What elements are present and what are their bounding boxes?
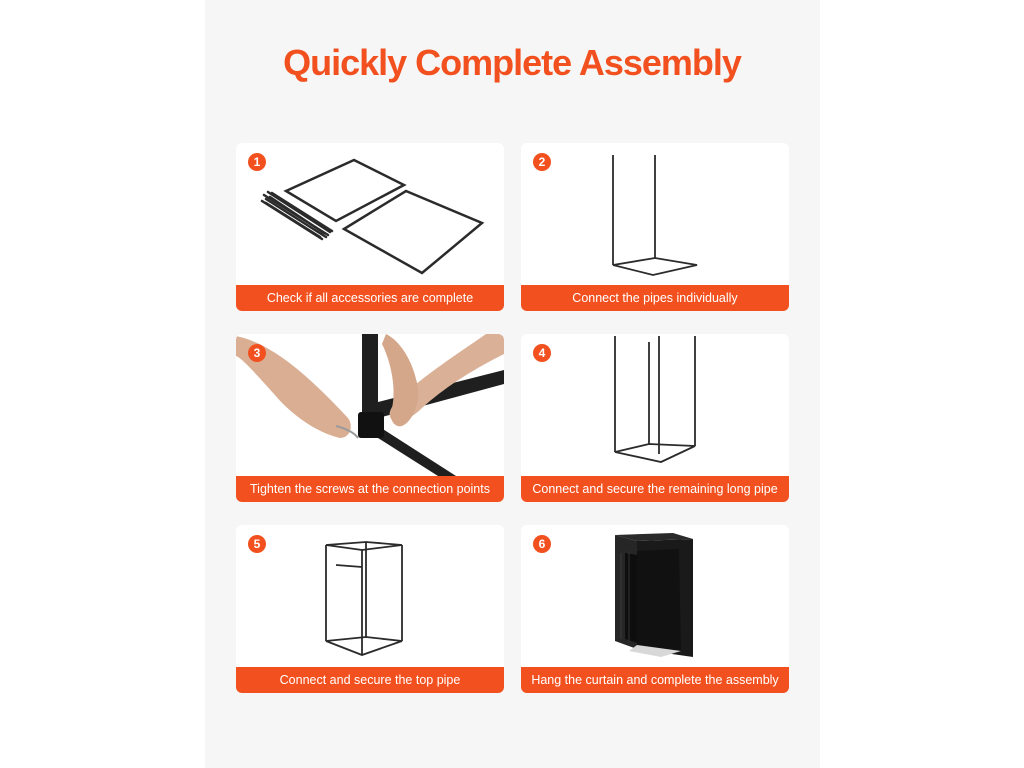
black-curtain-booth-illustration	[521, 525, 789, 667]
step-card-1	[236, 143, 504, 311]
step-caption: Hang the curtain and complete the assembly	[521, 667, 789, 693]
step-number-badge: 1	[248, 153, 266, 171]
base-frame-with-two-poles-illustration	[521, 143, 789, 285]
step-number-badge: 5	[248, 535, 266, 553]
step-number-badge: 6	[533, 535, 551, 553]
loose-pipes-and-frames-illustration	[236, 143, 504, 285]
step-card-2	[521, 143, 789, 311]
step-card-6	[521, 525, 789, 693]
step-caption: Connect and secure the remaining long pipe	[521, 476, 789, 502]
step-number-badge: 3	[248, 344, 266, 362]
step-caption: Connect and secure the top pipe	[236, 667, 504, 693]
step-card-5	[236, 525, 504, 693]
step-caption: Connect the pipes individually	[521, 285, 789, 311]
step-card-4	[521, 334, 789, 502]
step-number-badge: 2	[533, 153, 551, 171]
step-card-3	[236, 334, 504, 502]
step-caption: Tighten the screws at the connection points	[236, 476, 504, 502]
page-title: Quickly Complete Assembly	[283, 42, 741, 83]
step-number-badge: 4	[533, 344, 551, 362]
complete-frame-illustration	[236, 525, 504, 667]
hands-tightening-screw-photo	[236, 334, 504, 476]
base-frame-with-four-poles-illustration	[521, 334, 789, 476]
step-caption: Check if all accessories are complete	[236, 285, 504, 311]
